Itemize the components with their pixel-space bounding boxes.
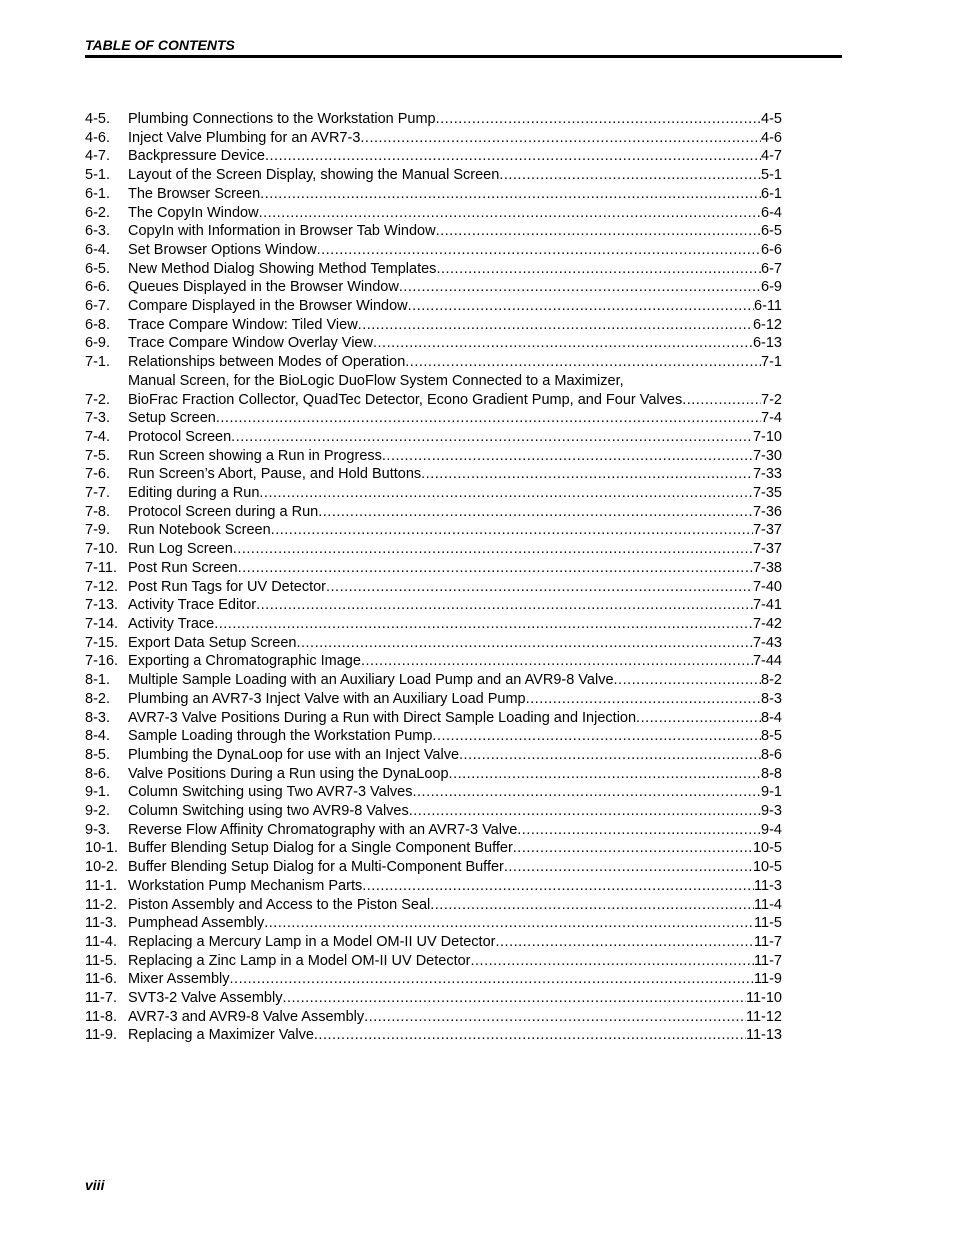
toc-entry <box>85 166 782 185</box>
toc-entry-title: Relationships between Modes of Operation <box>128 354 406 371</box>
toc-entry <box>85 185 782 204</box>
toc-entry-title: Backpressure Device <box>128 148 265 165</box>
toc-entry-title: Activity Trace Editor <box>128 597 257 614</box>
dot-leader <box>399 278 761 297</box>
toc-entry <box>85 1026 782 1045</box>
toc-entry-title: Workstation Pump Mechanism Parts <box>128 877 363 894</box>
toc-entry-title: Activity Trace <box>128 615 215 632</box>
toc-entry-number: 7-11. <box>85 559 117 576</box>
dot-leader <box>526 690 761 709</box>
dot-leader <box>314 1026 746 1045</box>
dot-leader <box>636 709 761 728</box>
toc-entry <box>85 783 782 802</box>
toc-entry-title: Replacing a Maximizer Valve <box>128 1027 314 1044</box>
toc-entry <box>85 615 782 634</box>
toc-entry <box>85 278 782 297</box>
toc-entry-title: The Browser Screen <box>128 185 261 202</box>
toc-entry-number: 4-5. <box>85 111 110 127</box>
toc-entry <box>85 316 782 335</box>
toc-entry-page: 11-7 <box>754 933 782 950</box>
toc-entry-page: 4-6 <box>761 129 782 146</box>
toc-entry-page: 4-5 <box>761 111 782 127</box>
toc-entry-title: Piston Assembly and Access to the Piston Seal <box>128 896 431 913</box>
toc-entry-title: New Method Dialog Showing Method Templates <box>128 260 437 277</box>
dot-leader <box>513 839 753 858</box>
toc-entry <box>85 465 782 484</box>
running-header: TABLE OF CONTENTS <box>85 37 235 53</box>
toc-entry-title: CopyIn with Information in Browser Tab Window <box>128 223 436 240</box>
toc-entry <box>85 989 782 1008</box>
dot-leader <box>432 727 761 746</box>
dot-leader <box>682 391 761 410</box>
toc-entry-number: 7-15. <box>85 634 119 651</box>
toc-entry-title: The CopyIn Window <box>128 204 259 221</box>
dot-leader <box>408 297 754 316</box>
toc-entry-number: 7-5. <box>85 447 110 464</box>
toc-entry-number: 6-9. <box>85 335 110 352</box>
dot-leader <box>326 578 753 597</box>
toc-entry-page: 8-6 <box>761 746 782 763</box>
toc-entry-title: Plumbing the DynaLoop for use with an Inject Valve <box>128 746 460 763</box>
toc-entry-page: 7-1 <box>761 354 782 371</box>
toc-entry <box>85 484 782 503</box>
toc-entry <box>85 447 782 466</box>
dot-leader <box>238 559 753 578</box>
toc-entry-title: Protocol Screen during a Run <box>128 503 319 520</box>
toc-entry-page: 7-42 <box>752 615 782 632</box>
toc-entry <box>85 634 782 653</box>
toc-entry <box>85 1008 782 1027</box>
toc-entry <box>85 540 782 559</box>
toc-entry-page: 6-9 <box>761 279 782 296</box>
toc-entry-page: 8-4 <box>761 709 782 726</box>
dot-leader <box>317 241 761 260</box>
toc-entry-number: 11-1. <box>85 877 117 894</box>
toc-entry-number: 7-1. <box>85 354 110 371</box>
toc-entry <box>85 671 782 690</box>
toc-entry-page: 7-37 <box>752 522 782 539</box>
dot-leader <box>231 428 753 447</box>
toc-entry <box>85 765 782 784</box>
toc-entry-title: Replacing a Zinc Lamp in a Model OM-II UV Detector <box>128 952 471 969</box>
toc-entry-page: 5-1 <box>761 167 782 184</box>
toc-entry-page: 6-12 <box>752 316 782 333</box>
toc-entry-title: Protocol Screen <box>128 428 232 445</box>
toc-entry-number: 7-13. <box>85 597 119 614</box>
dot-leader <box>230 970 755 989</box>
toc-entry <box>85 877 782 896</box>
toc-entry-page: 8-3 <box>761 690 782 707</box>
toc-entry-number: 9-2. <box>85 803 110 820</box>
toc-entry-title: Post Run Screen <box>128 559 238 576</box>
toc-entry-number: 8-4. <box>85 728 110 745</box>
toc-entry-page: 9-4 <box>761 821 782 838</box>
toc-entry-page: 7-10 <box>752 428 782 445</box>
toc-entry <box>85 428 782 447</box>
toc-entry-number: 6-5. <box>85 260 110 277</box>
toc-entry-number: 8-3. <box>85 709 110 726</box>
toc-entry-title: Valve Positions During a Run using the DynaLoop <box>128 765 449 782</box>
toc-entry-number: 8-5. <box>85 746 110 763</box>
toc-entry-page: 7-2 <box>761 391 782 408</box>
dot-leader <box>364 1008 746 1027</box>
toc-entry-number: 4-7. <box>85 148 110 165</box>
toc-entry <box>85 933 782 952</box>
toc-entry-number: 11-3. <box>85 915 117 932</box>
toc-entry-page: 7-40 <box>752 578 782 595</box>
dot-leader <box>214 615 753 634</box>
toc-entry-number: 10-2. <box>85 859 119 876</box>
toc-entry-page: 8-2 <box>761 672 782 689</box>
toc-entry-title: Buffer Blending Setup Dialog for a Single Component Buffer <box>128 840 513 857</box>
toc-entry <box>85 970 782 989</box>
toc-entry-page: 7-33 <box>752 466 782 483</box>
dot-leader <box>296 634 753 653</box>
toc-entry <box>85 652 782 671</box>
toc-entry-number: 10-1. <box>85 840 119 857</box>
dot-leader <box>264 914 754 933</box>
toc-entry-title: Set Browser Options Window <box>128 241 317 258</box>
toc-entry <box>85 147 782 166</box>
toc-entry <box>85 802 782 821</box>
toc-entry-title: Trace Compare Window Overlay View <box>128 335 373 352</box>
toc-entry <box>85 204 782 223</box>
dot-leader <box>358 316 753 335</box>
toc-entry <box>85 559 782 578</box>
toc-entry-title: Run Screen showing a Run in Progress <box>128 447 382 464</box>
toc-entry <box>85 334 782 353</box>
toc-entry-number: 9-1. <box>85 784 110 801</box>
dot-leader <box>282 989 746 1008</box>
toc-entry-number: 6-1. <box>85 185 110 202</box>
toc-entry-page: 7-37 <box>752 541 782 558</box>
toc-entry-title: Multiple Sample Loading with an Auxiliary Load Pump and an AVR9-8 Valve <box>128 672 614 689</box>
dot-leader <box>271 521 753 540</box>
dot-leader <box>436 222 761 241</box>
toc-entry-page: 9-3 <box>761 803 782 820</box>
toc-entry <box>85 952 782 971</box>
toc-entry-number: 6-2. <box>85 204 110 221</box>
toc-entry <box>85 596 782 615</box>
dot-leader <box>382 447 753 466</box>
toc-entry-title: Export Data Setup Screen <box>128 634 297 651</box>
toc-entry-number: 7-12. <box>85 578 119 595</box>
toc-entry-title: Reverse Flow Affinity Chromatography with an AVR7-3 Valve <box>128 821 518 838</box>
dot-leader <box>499 166 761 185</box>
toc-entry-page: 6-11 <box>754 298 782 315</box>
toc-entry-number: 6-3. <box>85 223 110 240</box>
toc-entry-page: 11-4 <box>754 896 782 913</box>
table-of-contents-list <box>85 110 782 1045</box>
toc-entry <box>85 690 782 709</box>
toc-entry-page: 7-43 <box>752 634 782 651</box>
toc-entry <box>85 727 782 746</box>
toc-entry <box>85 521 782 540</box>
toc-entry-title: Exporting a Chromatographic Image <box>128 653 361 670</box>
toc-entry-number: 7-14. <box>85 615 119 632</box>
toc-entry-page: 8-8 <box>761 765 782 782</box>
toc-entry <box>85 839 782 858</box>
toc-entry-number: 7-9. <box>85 522 110 539</box>
toc-entry-page: 6-13 <box>752 335 782 352</box>
toc-entry <box>85 297 782 316</box>
toc-entry-number: 7-7. <box>85 485 110 502</box>
dot-leader <box>260 185 761 204</box>
toc-entry-number: 8-2. <box>85 690 110 707</box>
toc-entry-title: Trace Compare Window: Tiled View <box>128 316 358 333</box>
toc-entry-title: SVT3-2 Valve Assembly <box>128 990 283 1007</box>
toc-entry-title: Mixer Assembly <box>128 971 230 988</box>
toc-entry-number: 9-3. <box>85 821 110 838</box>
dot-leader <box>256 596 753 615</box>
toc-entry-number: 7-8. <box>85 503 110 520</box>
toc-entry-page: 6-6 <box>761 241 782 258</box>
toc-entry-page: 10-5 <box>752 859 782 876</box>
dot-leader <box>413 783 762 802</box>
toc-entry-number: 6-8. <box>85 316 110 333</box>
toc-entry-page: 11-13 <box>745 1027 782 1044</box>
toc-entry-title: Run Notebook Screen <box>128 522 271 539</box>
toc-entry <box>85 129 782 148</box>
page-number: viii <box>85 1177 105 1193</box>
toc-entry-number: 11-2. <box>85 896 117 913</box>
toc-entry-number: 7-2. <box>85 391 110 408</box>
dot-leader <box>265 147 761 166</box>
toc-entry-number: 11-5. <box>85 952 117 969</box>
toc-entry-title: AVR7-3 Valve Positions During a Run with Direct Sample Loading and Injection <box>128 709 637 726</box>
dot-leader <box>373 334 753 353</box>
toc-entry-page: 11-9 <box>754 971 782 988</box>
dot-leader <box>233 540 753 559</box>
toc-entry-page: 7-4 <box>761 410 782 427</box>
dot-leader <box>430 896 754 915</box>
toc-entry-title: BioFrac Fraction Collector, QuadTec Detector, Econo Gradient Pump, and Four Valves <box>128 391 683 408</box>
toc-entry-page: 6-7 <box>761 260 782 277</box>
toc-entry-number: 11-9. <box>85 1027 117 1044</box>
toc-entry-title: Compare Displayed in the Browser Window <box>128 298 408 315</box>
dot-leader <box>409 802 761 821</box>
toc-entry <box>85 353 782 372</box>
toc-entry-page: 6-1 <box>761 185 782 202</box>
toc-entry-title: Inject Valve Plumbing for an AVR7-3 <box>128 129 361 146</box>
toc-entry <box>85 409 782 428</box>
toc-entry-number: 11-6. <box>85 971 117 988</box>
dot-leader <box>504 858 753 877</box>
dot-leader <box>449 765 761 784</box>
toc-entry-page: 11-10 <box>745 990 782 1007</box>
toc-entry-number: 7-6. <box>85 466 110 483</box>
toc-entry-number: 7-3. <box>85 410 110 427</box>
toc-entry-page: 6-5 <box>761 223 782 240</box>
toc-entry <box>85 821 782 840</box>
toc-entry-number: 11-7. <box>85 990 117 1007</box>
toc-entry-title-line: Manual Screen, for the BioLogic DuoFlow System Connected to a Maximizer, <box>128 372 624 389</box>
dot-leader <box>459 746 761 765</box>
toc-entry-number: 7-16. <box>85 653 119 670</box>
toc-entry-page: 7-38 <box>752 559 782 576</box>
toc-entry-page: 10-5 <box>752 840 782 857</box>
dot-leader <box>362 877 754 896</box>
dot-leader <box>436 110 761 129</box>
dot-leader <box>360 129 761 148</box>
toc-entry-title: AVR7-3 and AVR9-8 Valve Assembly <box>128 1008 365 1025</box>
toc-entry-page: 7-30 <box>752 447 782 464</box>
toc-entry-title: Plumbing Connections to the Workstation Pump <box>128 111 436 127</box>
dot-leader <box>495 933 754 952</box>
toc-entry <box>85 746 782 765</box>
toc-entry-page: 7-44 <box>752 653 782 670</box>
toc-entry-page: 8-5 <box>761 728 782 745</box>
toc-entry <box>85 709 782 728</box>
dot-leader <box>405 353 761 372</box>
toc-entry <box>85 914 782 933</box>
toc-entry-number: 8-1. <box>85 672 110 689</box>
toc-entry-page: 11-12 <box>745 1008 782 1025</box>
toc-entry-title: Pumphead Assembly <box>128 915 265 932</box>
dot-leader <box>436 260 761 279</box>
toc-entry-number: 11-8. <box>85 1008 117 1025</box>
toc-entry-number: 7-10. <box>85 541 119 558</box>
toc-entry-number: 6-4. <box>85 241 110 258</box>
toc-entry-title: Sample Loading through the Workstation Pump <box>128 728 433 745</box>
toc-entry <box>85 260 782 279</box>
toc-entry-page: 11-3 <box>754 877 782 894</box>
toc-entry-title: Plumbing an AVR7-3 Inject Valve with an Auxiliary Load Pump <box>128 690 526 707</box>
toc-entry-number: 4-6. <box>85 129 110 146</box>
toc-entry <box>85 858 782 877</box>
toc-entry-number: 5-1. <box>85 167 110 184</box>
toc-entry <box>85 241 782 260</box>
toc-entry-title: Column Switching using Two AVR7-3 Valves <box>128 784 413 801</box>
toc-entry-page: 7-36 <box>752 503 782 520</box>
toc-entry-page: 4-7 <box>761 148 782 165</box>
toc-entry-number: 8-6. <box>85 765 110 782</box>
toc-entry-page: 7-35 <box>752 485 782 502</box>
toc-entry-title: Post Run Tags for UV Detector <box>128 578 326 595</box>
toc-entry-number: 6-7. <box>85 298 110 315</box>
toc-entry-page: 9-1 <box>761 784 782 801</box>
dot-leader <box>259 204 761 223</box>
dot-leader <box>471 952 755 971</box>
toc-entry-page: 7-41 <box>752 597 782 614</box>
header-rule <box>85 55 842 58</box>
toc-entry <box>85 110 782 129</box>
toc-entry-title: Column Switching using two AVR9-8 Valves <box>128 803 409 820</box>
toc-entry-title: Editing during a Run <box>128 485 260 502</box>
dot-leader <box>216 409 761 428</box>
dot-leader <box>614 671 762 690</box>
dot-leader <box>421 465 753 484</box>
toc-entry-title: Queues Displayed in the Browser Window <box>128 279 399 296</box>
toc-entry <box>85 896 782 915</box>
toc-entry-title: Replacing a Mercury Lamp in a Model OM-II UV Detector <box>128 933 496 950</box>
toc-entry-page: 11-5 <box>754 915 782 932</box>
dot-leader <box>517 821 761 840</box>
toc-entry-number: 7-4. <box>85 428 110 445</box>
dot-leader <box>361 652 753 671</box>
toc-entry-title: Buffer Blending Setup Dialog for a Multi-Component Buffer <box>128 859 504 876</box>
dot-leader <box>259 484 753 503</box>
toc-entry-title: Layout of the Screen Display, showing the Manual Screen <box>128 167 500 184</box>
toc-entry <box>85 222 782 241</box>
dot-leader <box>318 503 753 522</box>
toc-entry <box>85 372 782 409</box>
toc-entry-page: 11-7 <box>754 952 782 969</box>
toc-entry-title: Run Screen’s Abort, Pause, and Hold Buttons <box>128 466 422 483</box>
toc-entry-title: Run Log Screen <box>128 541 233 558</box>
toc-entry-title: Setup Screen <box>128 410 216 427</box>
toc-entry <box>85 503 782 522</box>
toc-entry <box>85 578 782 597</box>
toc-entry-number: 6-6. <box>85 279 110 296</box>
toc-entry-number: 11-4. <box>85 933 117 950</box>
toc-entry-page: 6-4 <box>761 204 782 221</box>
